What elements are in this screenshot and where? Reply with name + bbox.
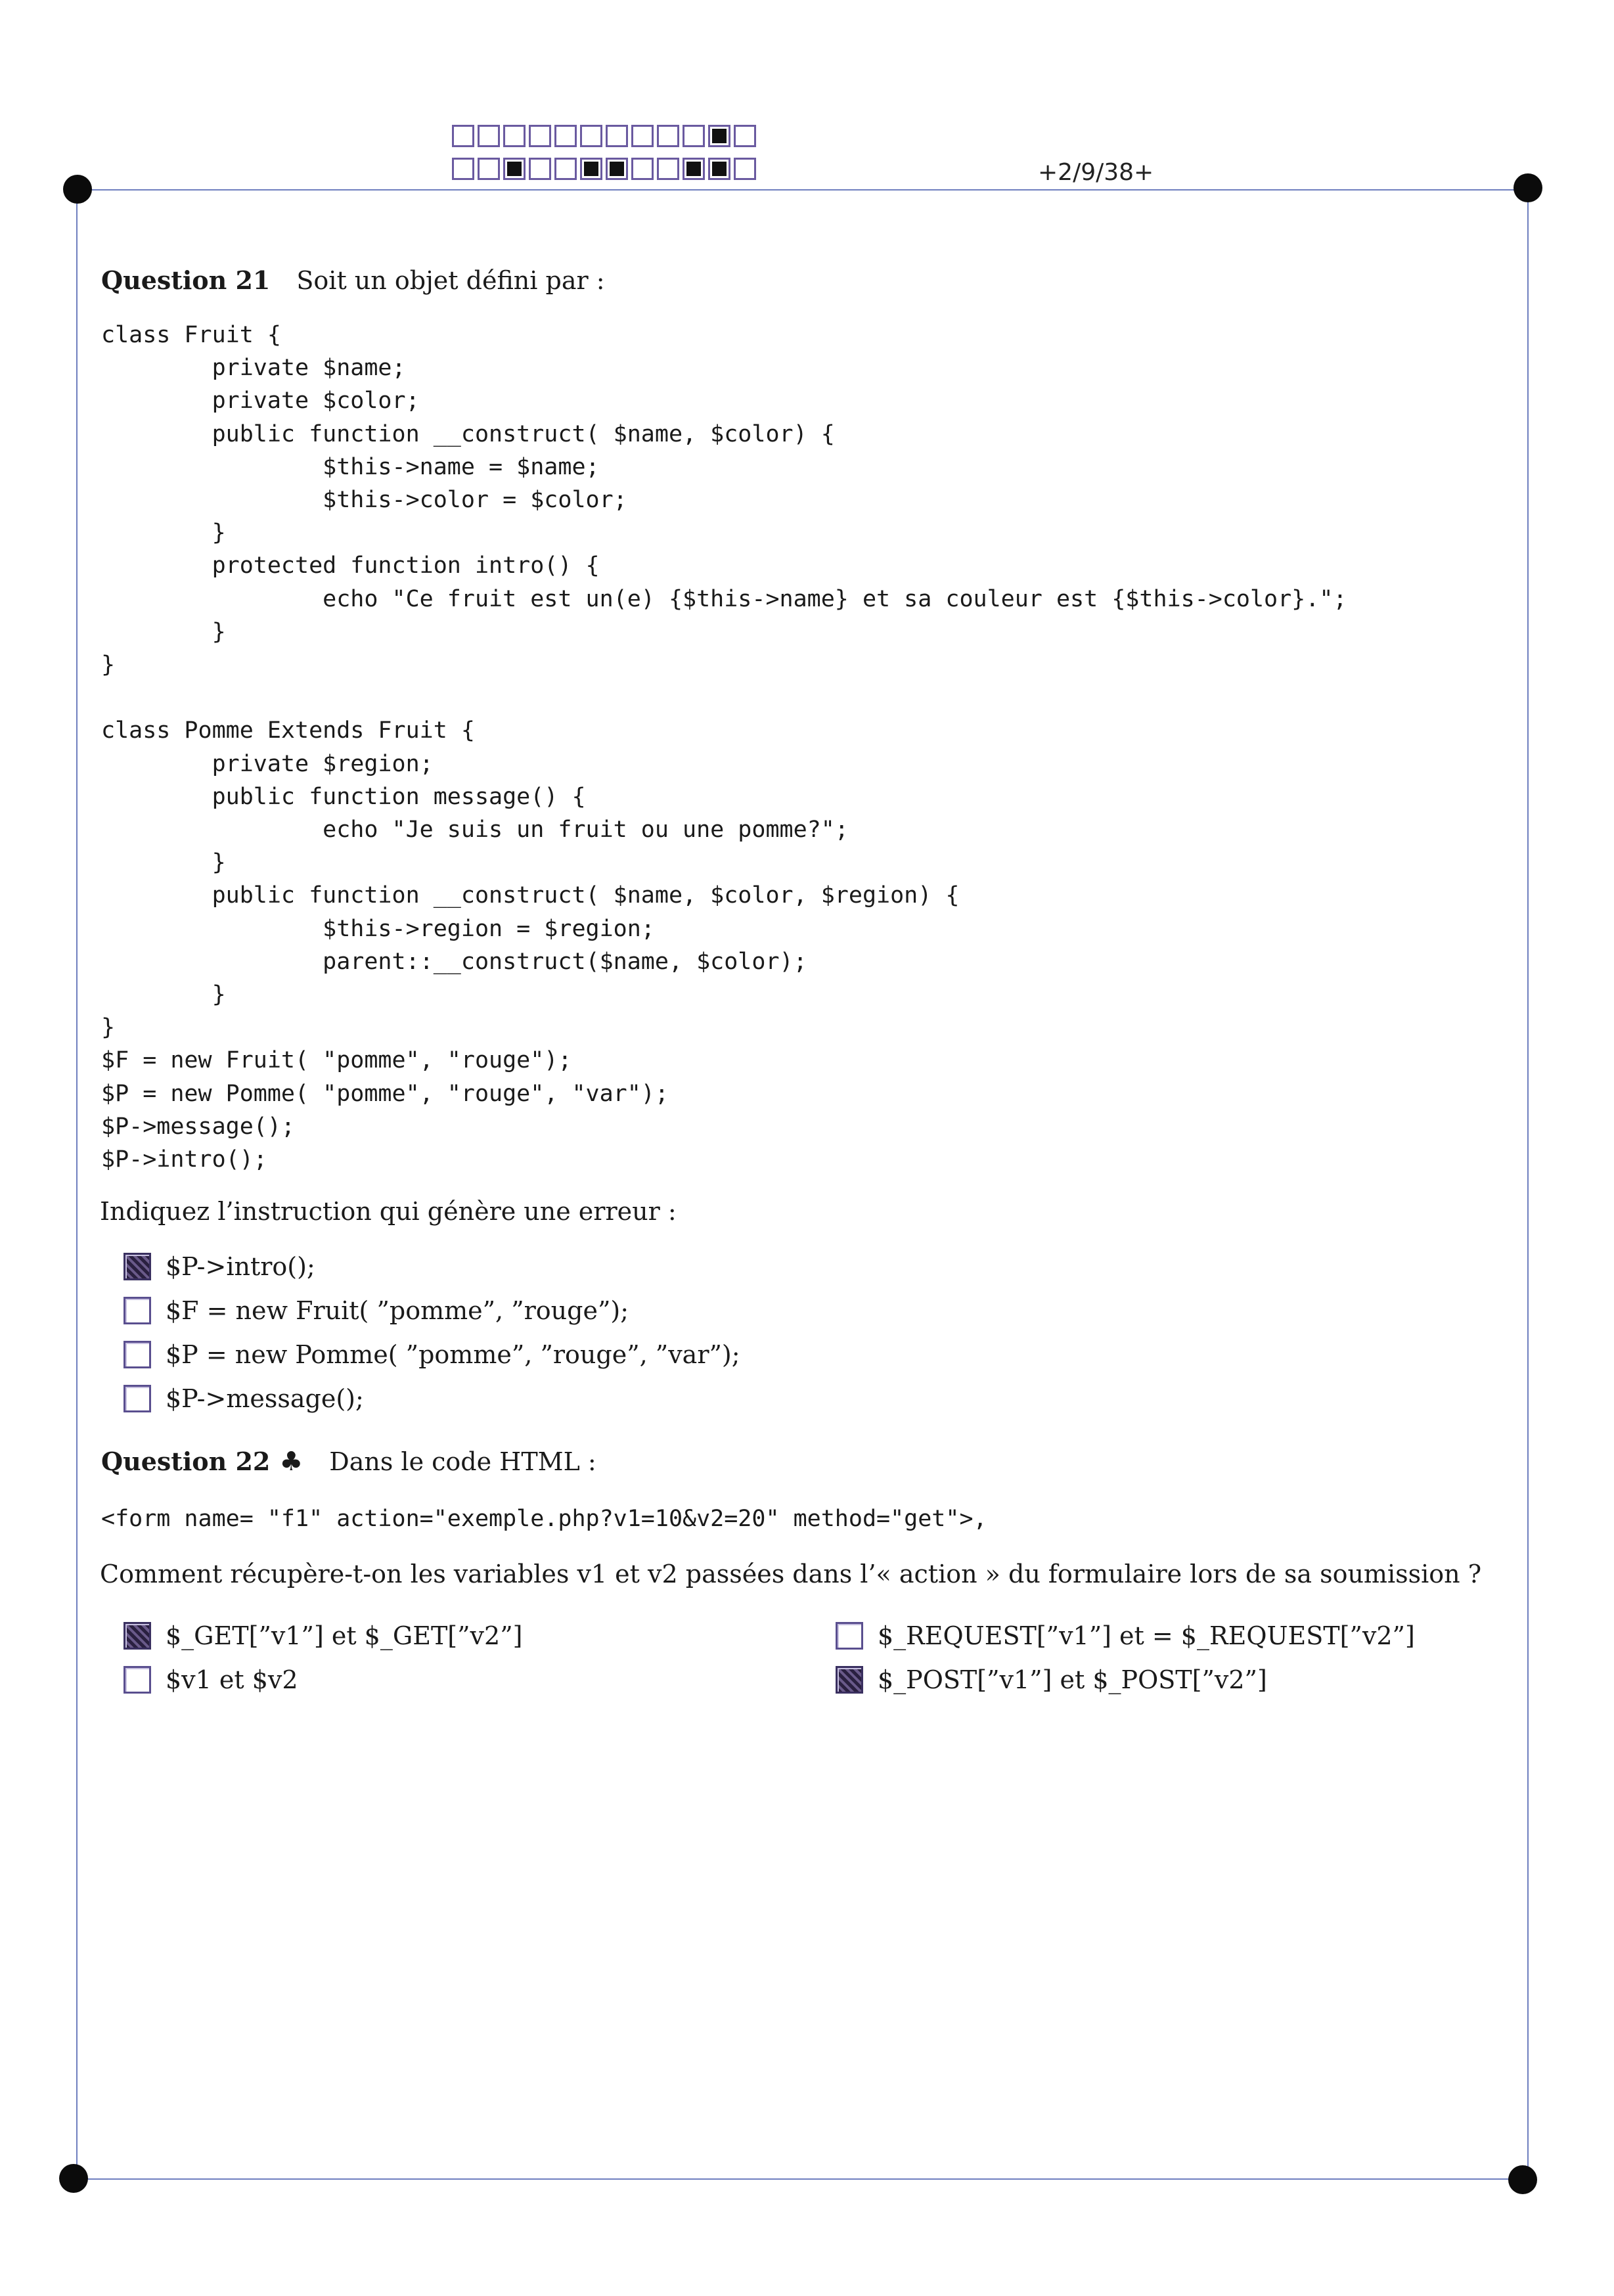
id-cell: [631, 125, 654, 147]
code-line: $F = new Fruit( "pomme", "rouge");: [101, 1047, 572, 1074]
q21-choice-3[interactable]: [123, 1340, 740, 1369]
frame-bottom-line: [74, 2178, 1525, 2180]
corner-mark-bottom-left: [59, 2164, 88, 2193]
id-cell: [631, 158, 654, 180]
q22-choice-3-label: $_REQUEST[”v1”] et = $_REQUEST[”v2”]: [878, 1621, 1415, 1650]
id-cell: [478, 158, 500, 180]
q21-choice-1-checkbox[interactable]: [123, 1253, 151, 1280]
id-cell: [478, 125, 500, 147]
code-line: class Fruit {: [101, 322, 281, 348]
code-line: $P->intro();: [101, 1146, 267, 1173]
id-code-row-2: [452, 158, 759, 180]
code-line: $P = new Pomme( "pomme", "rouge", "var");: [101, 1080, 669, 1107]
id-code-row-1: [452, 125, 759, 147]
question-22-title: [101, 1447, 596, 1477]
code-line: [101, 681, 1347, 714]
code-line: }: [101, 981, 226, 1008]
code-line: private $name;: [101, 355, 406, 382]
code-line: public function __construct( $name, $color) {: [101, 420, 835, 447]
code-line: public function __construct( $name, $color, $region) {: [101, 882, 960, 909]
id-cell: [606, 125, 628, 147]
code-line: }: [101, 652, 116, 679]
question-21-label: Question 21: [101, 265, 271, 295]
q22-choice-1[interactable]: [123, 1621, 522, 1650]
id-cell: [503, 158, 526, 180]
corner-mark-bottom-right: [1508, 2165, 1537, 2194]
q21-choice-3-label: $P = new Pomme( ”pomme”, ”rouge”, ”var”);: [166, 1340, 740, 1369]
id-cell: [734, 125, 756, 147]
id-cell: [708, 158, 730, 180]
code-line: $this->color = $color;: [101, 487, 627, 514]
q21-choice-4-checkbox[interactable]: [123, 1385, 151, 1412]
id-cell: [580, 158, 602, 180]
id-cell: [554, 125, 577, 147]
id-cell: [683, 125, 705, 147]
id-cell: [554, 158, 577, 180]
code-line: $this->name = $name;: [101, 453, 600, 480]
id-cell: [734, 158, 756, 180]
q22-choice-2[interactable]: [123, 1665, 298, 1694]
q21-choice-1[interactable]: [123, 1252, 315, 1281]
question-22-label: Question 22: [101, 1447, 271, 1476]
code-line: private $region;: [101, 750, 434, 777]
corner-mark-top-left: [63, 175, 92, 204]
id-cell: [452, 158, 474, 180]
code-line: public function message() {: [101, 783, 586, 810]
id-cell: [503, 125, 526, 147]
id-cell: [683, 158, 705, 180]
q22-choice-4[interactable]: [836, 1665, 1267, 1694]
id-cell: [452, 125, 474, 147]
id-cell: [580, 125, 602, 147]
code-line: }: [101, 1014, 116, 1041]
code-line: protected function intro() {: [101, 552, 600, 579]
question-21-code: [101, 319, 1347, 1176]
code-line: private $color;: [101, 388, 420, 415]
code-line: }: [101, 520, 226, 547]
q22-choice-3-checkbox[interactable]: [836, 1622, 863, 1650]
q22-choice-1-label: $_GET[”v1”] et $_GET[”v2”]: [166, 1621, 523, 1650]
question-22-text: Dans le code HTML :: [329, 1447, 596, 1476]
page-id: +2/9/38+: [1038, 159, 1154, 186]
code-line: $P->message();: [101, 1113, 296, 1140]
q22-choice-4-label: $_POST[”v1”] et $_POST[”v2”]: [878, 1665, 1267, 1694]
id-cell: [529, 125, 551, 147]
question-22-code: <form name= "f1" action="exemple.php?v1=10&v2=20" method="get">,: [101, 1506, 987, 1532]
q21-choice-2[interactable]: [123, 1296, 629, 1325]
code-line: echo "Je suis un fruit ou une pomme?";: [101, 817, 849, 844]
code-line: echo "Ce fruit est un(e) {$this->name} et sa couleur est {$this->color}.";: [101, 585, 1347, 612]
id-cell: [657, 125, 679, 147]
frame-top-line: [78, 189, 1529, 191]
q22-choice-2-checkbox[interactable]: [123, 1666, 151, 1694]
code-line: parent::__construct($name, $color);: [101, 948, 807, 975]
q22-choice-3[interactable]: [836, 1621, 1415, 1650]
id-cell: [708, 125, 730, 147]
q22-choice-2-label: $v1 et $v2: [166, 1665, 298, 1694]
q22-choice-4-checkbox[interactable]: [836, 1666, 863, 1694]
question-21-text: Soit un objet défini par :: [296, 266, 605, 295]
frame-left-line: [76, 189, 78, 2178]
code-line: }: [101, 849, 226, 876]
question-22-prompt: Comment récupère-t-on les variables v1 et v2 passées dans l’« action » du formulaire lors de sa soumission ?: [100, 1560, 1482, 1588]
q21-choice-3-checkbox[interactable]: [123, 1341, 151, 1368]
q21-choice-2-label: $F = new Fruit( ”pomme”, ”rouge”);: [166, 1296, 629, 1325]
q22-choice-1-checkbox[interactable]: [123, 1622, 151, 1650]
frame-right-line: [1527, 189, 1529, 2178]
question-21-title: [101, 265, 605, 295]
question-21-prompt: Indiquez l’instruction qui génère une erreur :: [100, 1197, 677, 1226]
q21-choice-4-label: $P->message();: [166, 1384, 364, 1413]
code-line: }: [101, 618, 226, 645]
club-icon: ♣: [279, 1447, 303, 1477]
code-line: $this->region = $region;: [101, 915, 655, 942]
q21-choice-1-label: $P->intro();: [166, 1252, 315, 1281]
id-cell: [606, 158, 628, 180]
id-cell: [657, 158, 679, 180]
code-line: class Pomme Extends Fruit {: [101, 717, 475, 744]
q21-choice-2-checkbox[interactable]: [123, 1297, 151, 1324]
id-cell: [529, 158, 551, 180]
q21-choice-4[interactable]: [123, 1384, 364, 1413]
corner-mark-top-right: [1513, 173, 1542, 202]
